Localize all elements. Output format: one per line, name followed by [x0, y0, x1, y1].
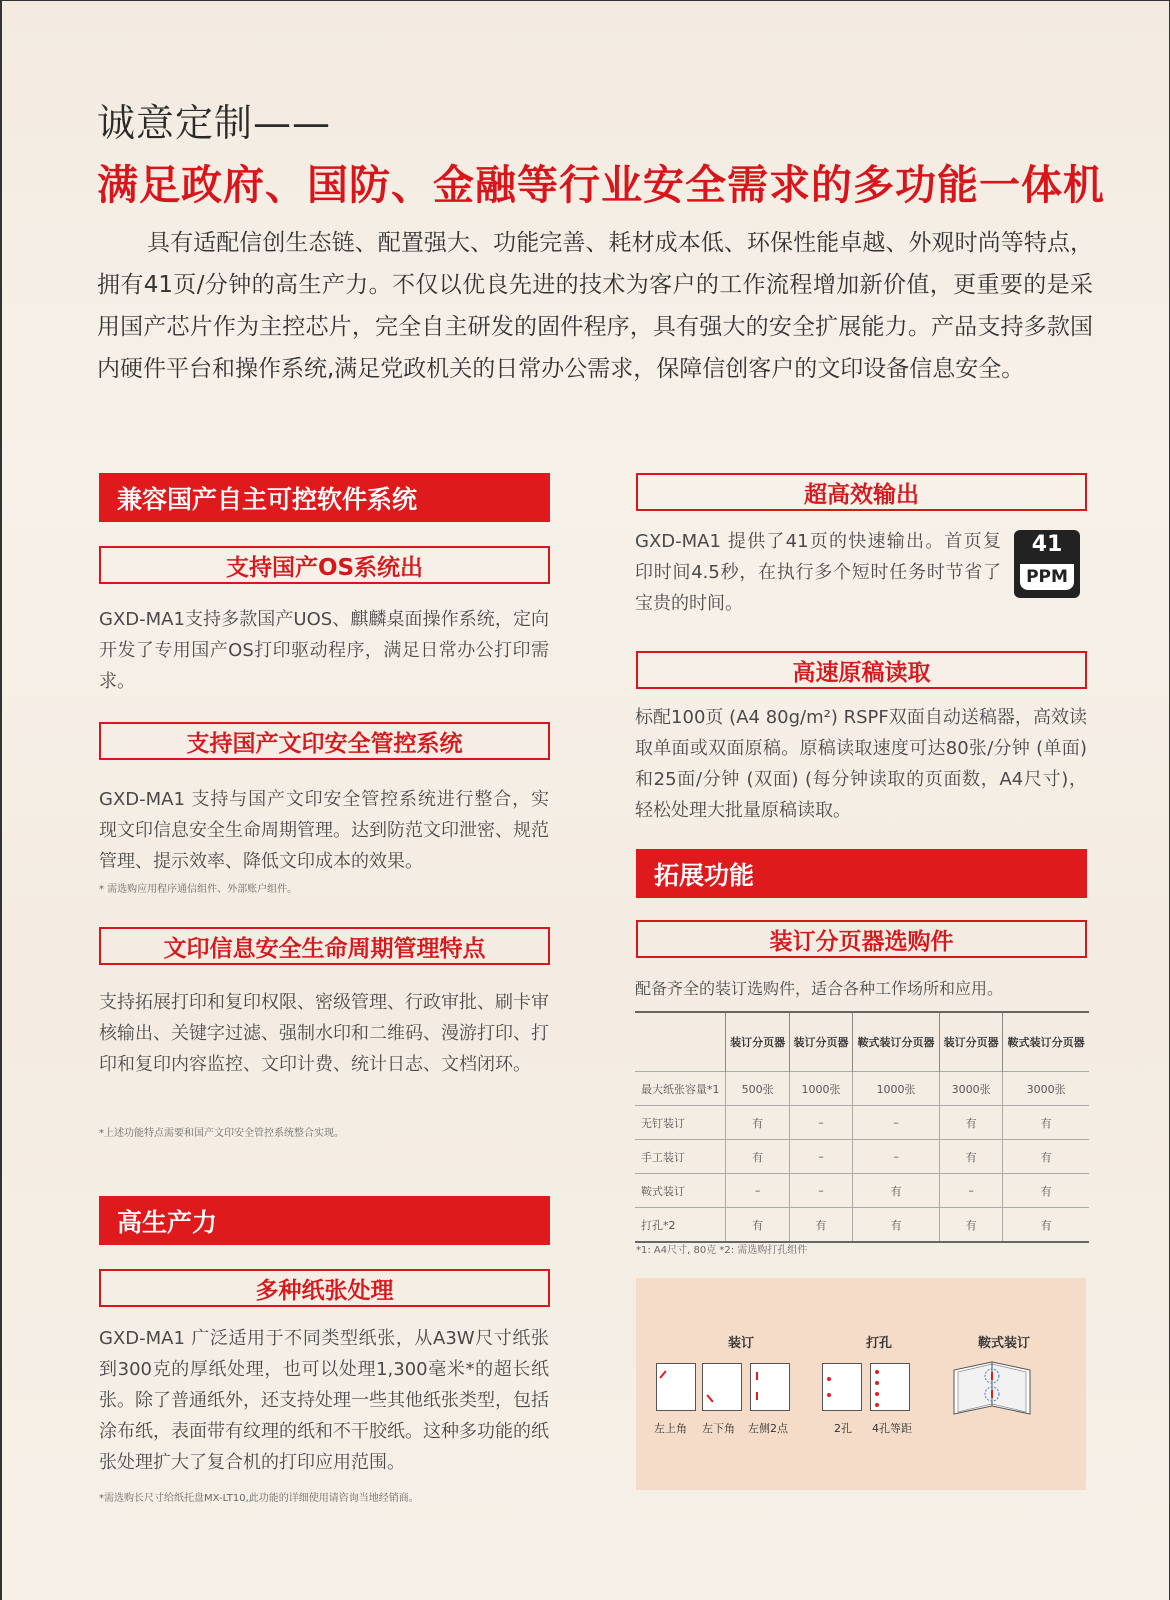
table-cell: 有	[1003, 1140, 1089, 1174]
table-note: *1: A4尺寸, 80克 *2: 需选购打孔组件	[636, 1245, 808, 1256]
table-cell: 有	[853, 1174, 940, 1208]
table-cell: –	[789, 1106, 852, 1140]
subsection-title-security-control: 支持国产文印安全管控系统	[99, 722, 550, 760]
staple-left-two-caption: 左侧2点	[748, 1422, 788, 1435]
table-header-cell	[635, 1012, 726, 1072]
subsection-title-output: 超高效输出	[636, 473, 1087, 511]
table-header-cell: 装订分页器	[726, 1012, 789, 1072]
staple-top-left-caption: 左上角	[654, 1422, 687, 1435]
punch-label: 打孔	[866, 1336, 893, 1351]
paper-handling-note: *需选购长尺寸给纸托盘MX-LT10,此功能的详细使用请咨询当地经销商。	[99, 1493, 419, 1504]
ppm-number: 41	[1031, 532, 1063, 557]
page-border-top	[0, 0, 1170, 1]
table-cell: 1000张	[853, 1072, 940, 1106]
output-text: GXD-MA1 提供了41页的快速输出。首页复印时间4.5秒，在执行多个短时任务时节省了宝贵的时间。	[635, 531, 1001, 614]
scan-text: 标配100页 (A4 80g/m²) RSPF双面自动送稿器，高效读取单面或双面原稿。原稿读取速度可达80张/分钟 (单面) 和25面/分钟 (双面) (每分钟读取的页面数，A4尺寸)，轻松处理大批量原稿读取。	[635, 707, 1087, 821]
table-header-cell: 装订分页器	[939, 1012, 1002, 1072]
staple-top-left-icon	[656, 1363, 696, 1411]
os-support-text: GXD-MA1支持多款国产UOS、麒麟桌面操作系统，定向开发了专用国产OS打印驱动程序，满足日常办公打印需求。	[99, 609, 549, 692]
page-headline: 满足政府、国防、金融等行业安全需求的多功能一体机	[97, 161, 1105, 209]
lifecycle-note: *上述功能特点需要和国产文印安全管控系统整合实现。	[99, 1128, 344, 1139]
table-header-row	[635, 1012, 1089, 1072]
section-title-productivity: 高生产力	[99, 1196, 550, 1245]
table-cell: 1000张	[789, 1072, 852, 1106]
finisher-spec-table	[635, 1011, 1089, 1243]
table-cell: –	[853, 1140, 940, 1174]
table-cell: 无钉装订	[635, 1106, 726, 1140]
ppm-badge-icon	[1014, 530, 1080, 598]
table-cell: 有	[853, 1208, 940, 1243]
table-cell: 有	[939, 1208, 1002, 1243]
table-cell: 有	[726, 1208, 789, 1243]
staple-bottom-left-icon	[702, 1363, 742, 1411]
table-cell: 手工装订	[635, 1140, 726, 1174]
saddle-label: 鞍式装订	[978, 1336, 1031, 1351]
table-cell: 3000张	[1003, 1072, 1089, 1106]
table-cell: 鞍式装订	[635, 1174, 726, 1208]
ppm-unit: PPM	[1020, 564, 1074, 590]
lifecycle-text: 支持拓展打印和复印权限、密级管理、行政审批、刷卡审核输出、关键字过滤、强制水印和二维码、漫游打印、打印和复印内容监控、文印计费、统计日志、文档闭环。	[99, 992, 549, 1075]
security-control-text: GXD-MA1 支持与国产文印安全管控系统进行整合，实现文印信息安全生命周期管理。达到防范文印泄密、规范管理、提示效率、降低文印成本的效果。	[99, 789, 549, 872]
table-cell: 有	[1003, 1208, 1089, 1243]
subsection-title-lifecycle: 文印信息安全生命周期管理特点	[99, 927, 550, 965]
intro-paragraph: 具有适配信创生态链、配置强大、功能完善、耗材成本低、环保性能卓越、外观时尚等特点，拥有41页/分钟的高生产力。不仅以优良先进的技术为客户的工作流程增加新价值，更重要的是采用国产芯片作为主控芯片，完全自主研发的固件程序，具有强大的安全扩展能力。产品支持多款国内硬件平台和操作系统,满足党政机关的日常办公需求，保障信创客户的文印设备信息安全。	[97, 230, 1093, 382]
punch-four-hole-caption: 4孔等距	[872, 1422, 912, 1435]
staple-left-two-point-icon	[750, 1363, 790, 1411]
staple-bottom-left-caption: 左下角	[702, 1422, 735, 1435]
table-row	[635, 1208, 1089, 1243]
punch-two-hole-caption: 2孔	[834, 1422, 852, 1435]
subsection-title-paper: 多种纸张处理	[99, 1269, 550, 1307]
table-cell: 打孔*2	[635, 1208, 726, 1243]
table-header-cell: 鞍式装订分页器	[1003, 1012, 1089, 1072]
page-border-left	[0, 0, 2, 1600]
binding-options-panel	[636, 1278, 1086, 1490]
table-header-cell: 鞍式装订分页器	[853, 1012, 940, 1072]
punch-two-hole-icon	[822, 1363, 862, 1411]
table-cell: –	[853, 1106, 940, 1140]
table-row	[635, 1106, 1089, 1140]
subsection-title-finisher: 装订分页器选购件	[636, 920, 1087, 958]
table-cell: –	[939, 1174, 1002, 1208]
security-control-note: * 需选购应用程序通信组件、外部账户组件。	[99, 884, 298, 895]
table-cell: –	[726, 1174, 789, 1208]
table-cell: 3000张	[939, 1072, 1002, 1106]
punch-four-hole-icon	[870, 1363, 910, 1411]
table-cell: 有	[1003, 1174, 1089, 1208]
table-cell: –	[789, 1174, 852, 1208]
table-cell: 500张	[726, 1072, 789, 1106]
table-cell: 最大纸张容量*1	[635, 1072, 726, 1106]
table-cell: 有	[939, 1106, 1002, 1140]
subsection-title-scan: 高速原稿读取	[636, 651, 1087, 689]
table-cell: 有	[726, 1140, 789, 1174]
table-cell: 有	[726, 1106, 789, 1140]
table-cell: 有	[789, 1208, 852, 1243]
paper-handling-text: GXD-MA1 广泛适用于不同类型纸张，从A3W尺寸纸张到300克的厚纸处理，也可以处理1,300毫米*的超长纸张。除了普通纸外，还支持处理一些其他纸张类型，包括涂布纸，表面带有纹理的纸和不干胶纸。这种多功能的纸张处理扩大了复合机的打印应用范围。	[99, 1328, 549, 1473]
table-cell: –	[789, 1140, 852, 1174]
table-row	[635, 1072, 1089, 1106]
staple-label: 装订	[728, 1336, 755, 1351]
section-title-expansion: 拓展功能	[636, 849, 1087, 898]
table-cell: 有	[1003, 1106, 1089, 1140]
table-row	[635, 1140, 1089, 1174]
table-header-cell: 装订分页器	[789, 1012, 852, 1072]
subsection-title-os: 支持国产OS系统出	[99, 546, 550, 584]
section-title-software: 兼容国产自主可控软件系统	[99, 473, 550, 522]
table-row	[635, 1174, 1089, 1208]
table-cell: 有	[939, 1140, 1002, 1174]
page-heading: 诚意定制——	[97, 101, 332, 145]
finisher-text: 配备齐全的装订选购件，适合各种工作场所和应用。	[635, 979, 1004, 998]
saddle-stitch-booklet-icon	[950, 1356, 1034, 1420]
